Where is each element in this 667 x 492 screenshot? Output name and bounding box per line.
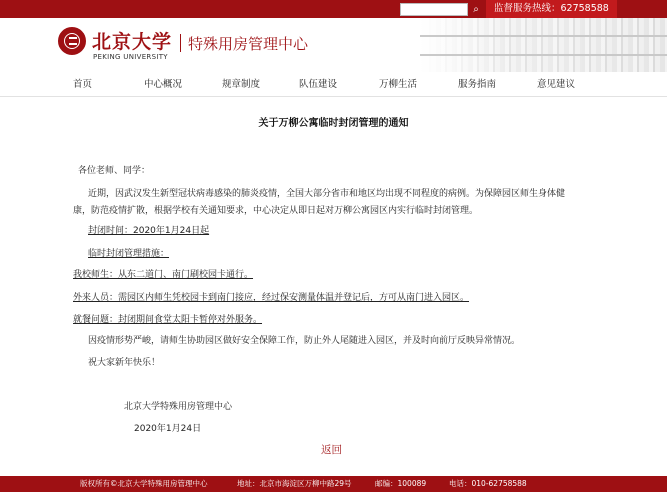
new-year-wishes: 祝大家新年快乐！: [88, 358, 161, 368]
bookshelf-banner: [420, 18, 667, 72]
logo-english: PEKING UNIVERSITY: [93, 53, 168, 61]
shelf-divider: [420, 54, 667, 56]
closing-paragraph: 因疫情形势严峻，请师生协助园区做好安全保障工作，防止外人尾随进入园区，并及时向前厅反映异常情况。: [88, 336, 521, 346]
search-icon[interactable]: ⌕: [473, 4, 479, 15]
nav-item-wanliu-life[interactable]: 万柳生活: [379, 79, 418, 90]
nav-item-team[interactable]: 队伍建设: [299, 79, 338, 90]
back-link[interactable]: 返回: [321, 444, 342, 456]
signature: 北京大学特殊用房管理中心: [124, 402, 233, 412]
nav-item-home[interactable]: 首页: [73, 79, 93, 90]
nav-divider: [0, 96, 667, 97]
logo-divider: [180, 34, 181, 52]
measure-dining: 就餐问题：封闭期间食堂太阳卡暂停对外服务。: [73, 315, 263, 325]
measure-visitors: 外来人员：需园区内师生凭校园卡到南门接应，经过保安测量体温并登记后，方可从南门进入园区。: [73, 293, 470, 303]
site-footer: [0, 476, 667, 492]
nav-item-feedback[interactable]: 意见建议: [537, 79, 576, 90]
footer-address: 地址：北京市海淀区万柳中路29号: [237, 479, 352, 488]
nav-item-regulations[interactable]: 规章制度: [222, 79, 261, 90]
footer-phone: 电话：010-62758588: [449, 479, 527, 488]
measures-title: 临时封闭管理措施：: [88, 249, 170, 259]
seal-mark: [69, 37, 77, 45]
greeting: 各位老师、同学：: [78, 166, 151, 176]
nav-item-overview[interactable]: 中心概况: [144, 79, 183, 90]
search-input[interactable]: [400, 3, 468, 16]
signature-date: 2020年1月24日: [134, 424, 202, 434]
hotline-text: 监督服务热线：62758588: [486, 0, 617, 18]
main-nav: [0, 76, 667, 93]
footer-copyright: 版权所有©北京大学特殊用房管理中心: [80, 479, 208, 488]
shelf-divider: [420, 35, 667, 37]
footer-postcode: 邮编：100089: [375, 479, 427, 488]
nav-item-service-guide[interactable]: 服务指南: [458, 79, 497, 90]
top-bar: [0, 0, 667, 18]
site-title[interactable]: 特殊用房管理中心: [188, 35, 309, 53]
body-paragraph-line: 康，防范疫情扩散，根据学校有关通知要求，中心决定从即日起对万柳公寓园区内实行临时封闭管理。: [73, 206, 479, 216]
seal-ring: [64, 33, 80, 49]
article-title: 关于万柳公寓临时封闭管理的通知: [258, 118, 409, 129]
measure-staff: 我校师生：从东二道门、南门刷校园卡通行。: [73, 270, 254, 280]
logo-wordmark[interactable]: 北京大学: [92, 31, 173, 53]
body-paragraph-line: 近期，因武汉发生新型冠状病毒感染的肺炎疫情，全国大部分省市和地区均出现不同程度的病例。为保障园区师生身体健: [88, 189, 566, 199]
pku-seal-icon[interactable]: [58, 27, 86, 55]
closure-time: 封闭时间：2020年1月24日起: [88, 226, 210, 236]
